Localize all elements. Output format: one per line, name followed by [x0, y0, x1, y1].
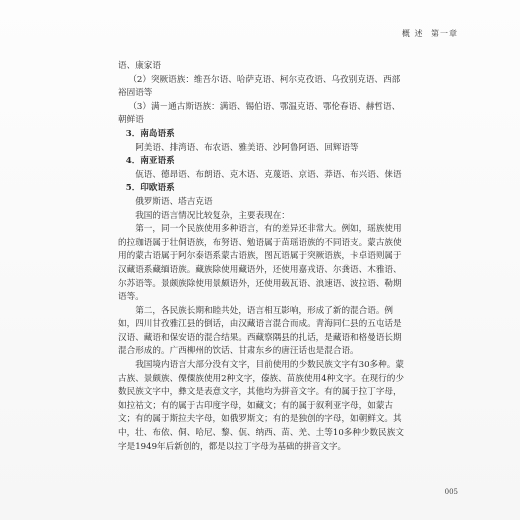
- paragraph-first: 第一，同一个民族使用多种语言，有的差异还非常大。例如，瑶族使用的拉珈语属于壮侗语族，布努语、勉语属于苗瑶语族的不同语支。蒙古族使用的蒙古语属于阿尔泰语系蒙古语族，图瓦语属于突厥语族，卡卓语则属于汉藏语系藏缅语族。藏族除使用藏语外，还使用嘉戎语、尔龚语、木雅语、尔苏语等。景颇族除使用景颇语外，还使用载瓦语、浪速语、波拉语、勒期语等。: [118, 224, 402, 303]
- section-heading-austroasiatic: 4．南亚语系: [125, 156, 175, 167]
- paragraph-intro: 我国的语言情况比较复杂，主要表现在：: [135, 210, 290, 221]
- list-item-turkic: （2）突厥语族：维吾尔语、哈萨克语、柯尔克孜语、乌孜别克语、西部裕固语等: [118, 74, 401, 99]
- continued-line: 语、康家语: [118, 61, 161, 71]
- paragraph-austroasiatic: 佤语、德昂语、布朗语、克木语、克蔑语、京语、莽语、布兴语、俫语: [135, 169, 402, 180]
- page-number: 005: [444, 488, 458, 496]
- section-heading-austronesian: 3．南岛语系: [125, 128, 175, 139]
- section-heading-indo-european: 5．印欧语系: [125, 183, 175, 194]
- list-item-manchu-tungusic: （3）满－通古斯语族：满语、锡伯语、鄂温克语、鄂伦春语、赫哲语、朝鲜语: [118, 101, 401, 126]
- paragraph-austronesian: 阿美语、排湾语、布农语、雅美语、沙阿鲁阿语、回辉语等: [135, 142, 359, 153]
- running-header: [398, 28, 458, 39]
- paragraph-second: 第二，各民族长期和睦共处，语言相互影响，形成了新的混合语。例如，四川甘孜雅江县的倒话，由汉藏语言混合而成。青海同仁县的五屯话是汉语、藏语和保安语的混合结果。西藏察隅县的扎话，是藏语和格曼语长期混合形成的。广西柳州的饮话、甘肃东乡的唐汪话也是混合语。: [118, 305, 402, 357]
- paragraph-scripts: 我国境内语言大部分没有文字，目前使用的少数民族文字有30多种。蒙古族、景颇族、傈僳族使用2种文字，傣族、苗族使用4种文字。在现行的少数民族文字中，彝文是表意文字，其他均为拼音文字。有的属于拉丁字母，如拉祜文；有的属于古印度字母，如藏文；有的属于叙利亚字母，如蒙古文；有的属于斯拉夫字母，如俄罗斯文；有的是独创的字母，如朝鲜文。其中，壮、布依、侗、哈尼、黎、佤、纳西、苗、羌、土等10多种少数民族文字是1949年后新创的，都是以拉丁字母为基础的拼音文字。: [118, 360, 404, 452]
- chapter-title: 概 述: [401, 29, 424, 38]
- body-text: [118, 60, 404, 454]
- chapter-number: 第一章: [431, 29, 458, 38]
- paragraph-indo-european: 俄罗斯语、塔吉克语: [135, 196, 213, 207]
